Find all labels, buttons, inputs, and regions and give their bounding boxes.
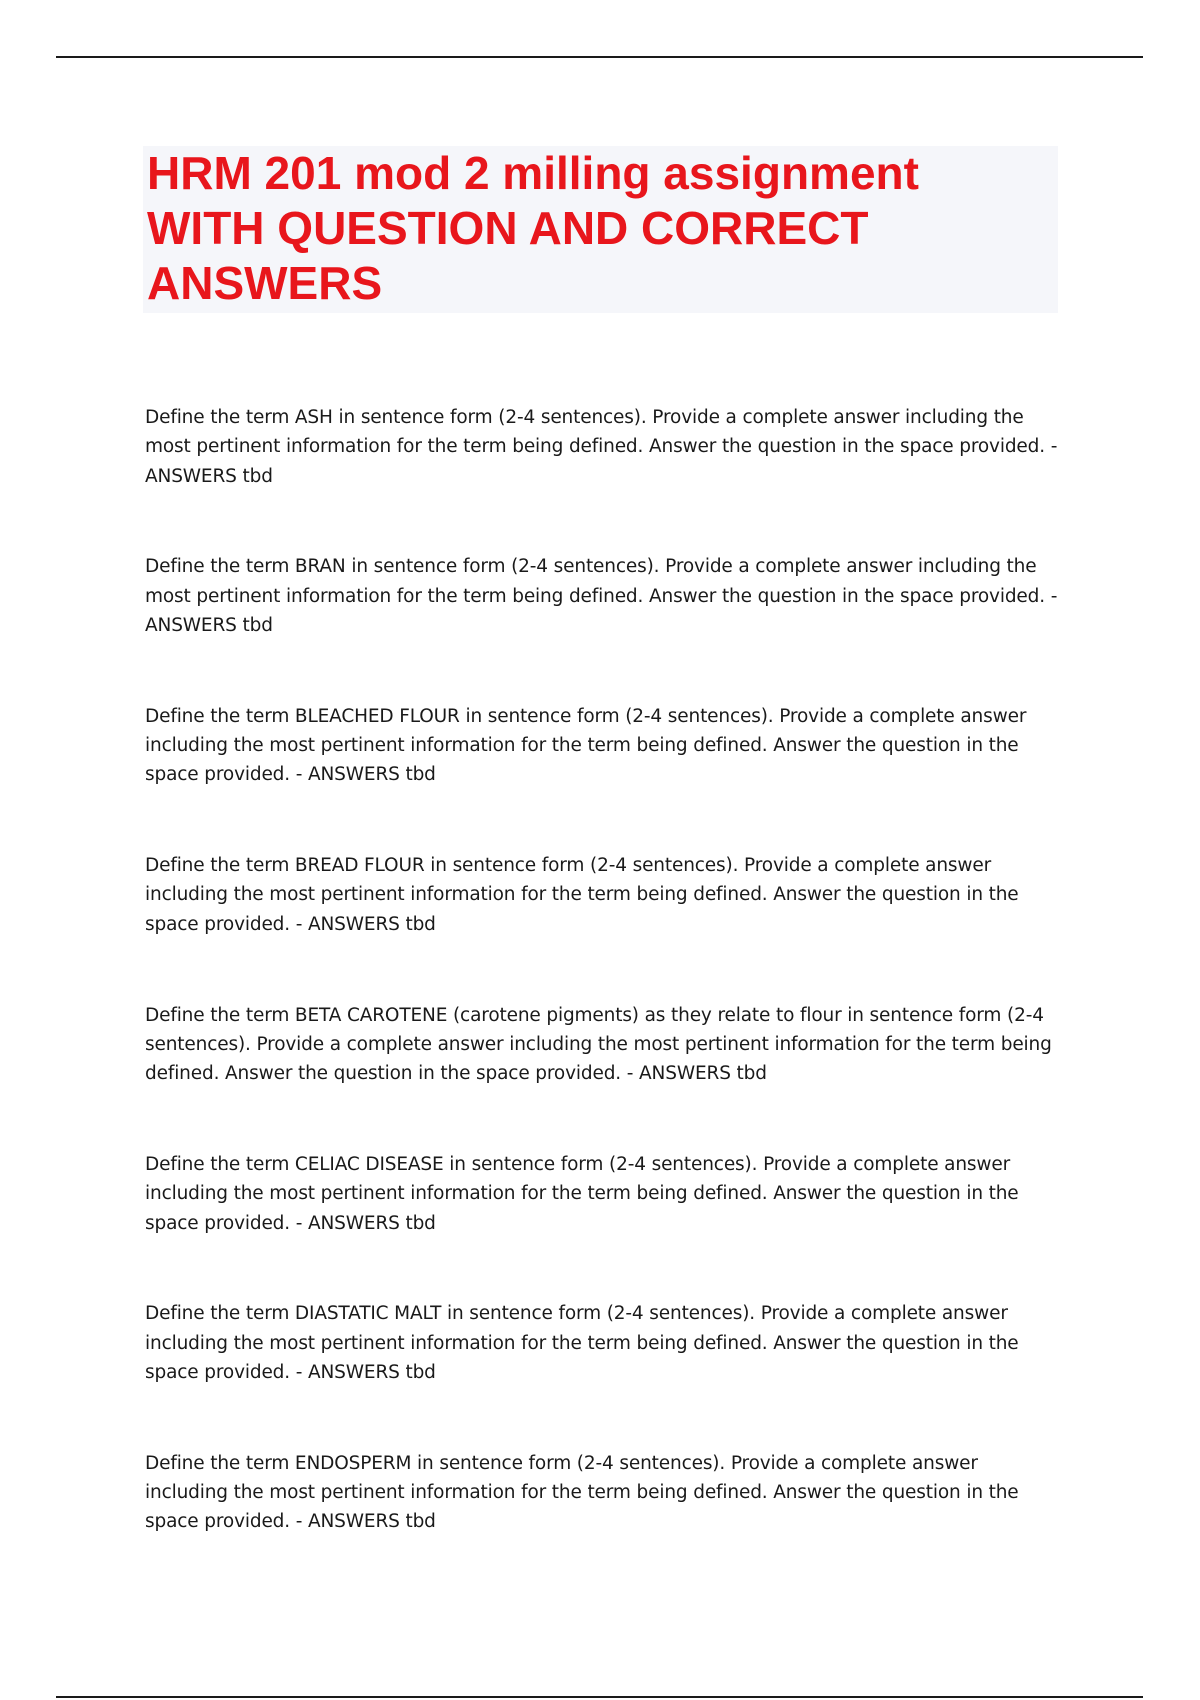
footer-rule <box>56 1696 1143 1698</box>
question-line: including the most pertinent information for the term being defined. Answer the question in the <box>145 1183 1019 1205</box>
question-line: Define the term CELIAC DISEASE in sentence form (2-4 sentences). Provide a complete answer <box>145 1153 1011 1175</box>
question-celiac-disease <box>145 1150 1065 1299</box>
title-line-2: WITH QUESTION AND CORRECT <box>147 202 869 254</box>
question-bran <box>145 552 1065 701</box>
question-line: most pertinent information for the term being defined. Answer the question in the space provided. - <box>145 436 1058 458</box>
question-line: Define the term BREAD FLOUR in sentence form (2-4 sentences). Provide a complete answer <box>145 855 992 877</box>
question-line: space provided. - ANSWERS tbd <box>145 1511 436 1533</box>
question-line: sentences). Provide a complete answer including the most pertinent information for the term being <box>145 1033 1052 1055</box>
question-line: Define the term ENDOSPERM in sentence form (2-4 sentences). Provide a complete answer <box>145 1452 978 1474</box>
question-endosperm <box>145 1449 1065 1598</box>
question-line: Define the term BLEACHED FLOUR in sentence form (2-4 sentences). Provide a complete answer <box>145 705 1027 727</box>
question-line: Define the term DIASTATIC MALT in sentence form (2-4 sentences). Provide a complete answer <box>145 1303 1008 1325</box>
question-bread-flour <box>145 851 1065 1000</box>
title-line-1: HRM 201 mod 2 milling assignment <box>147 147 919 199</box>
question-diastatic-malt <box>145 1299 1065 1448</box>
question-ash <box>145 403 1065 552</box>
question-line: including the most pertinent information for the term being defined. Answer the question in the <box>145 1332 1019 1354</box>
question-line: Define the term BRAN in sentence form (2-4 sentences). Provide a complete answer including the <box>145 556 1037 578</box>
question-bleached-flour <box>145 702 1065 851</box>
question-line: defined. Answer the question in the space provided. - ANSWERS tbd <box>145 1063 767 1085</box>
question-beta-carotene <box>145 1001 1065 1150</box>
question-line: including the most pertinent information for the term being defined. Answer the question in the <box>145 735 1019 757</box>
title-block <box>143 146 1058 313</box>
question-line: space provided. - ANSWERS tbd <box>145 764 436 786</box>
question-line: space provided. - ANSWERS tbd <box>145 1361 436 1383</box>
question-line: most pertinent information for the term being defined. Answer the question in the space provided. - <box>145 585 1058 607</box>
title-line-3: ANSWERS <box>147 257 383 309</box>
question-line: including the most pertinent information for the term being defined. Answer the question in the <box>145 884 1019 906</box>
question-line: ANSWERS tbd <box>145 465 273 487</box>
header-rule <box>56 56 1143 58</box>
question-line: ANSWERS tbd <box>145 614 273 636</box>
question-line: Define the term ASH in sentence form (2-4 sentences). Provide a complete answer including the <box>145 407 1024 428</box>
question-list <box>145 403 1065 1598</box>
question-line: space provided. - ANSWERS tbd <box>145 1212 436 1234</box>
question-line: including the most pertinent information for the term being defined. Answer the question in the <box>145 1482 1019 1504</box>
question-line: Define the term BETA CAROTENE (carotene pigments) as they relate to flour in sentence form (2-4 <box>145 1004 1044 1026</box>
question-line: space provided. - ANSWERS tbd <box>145 913 436 935</box>
